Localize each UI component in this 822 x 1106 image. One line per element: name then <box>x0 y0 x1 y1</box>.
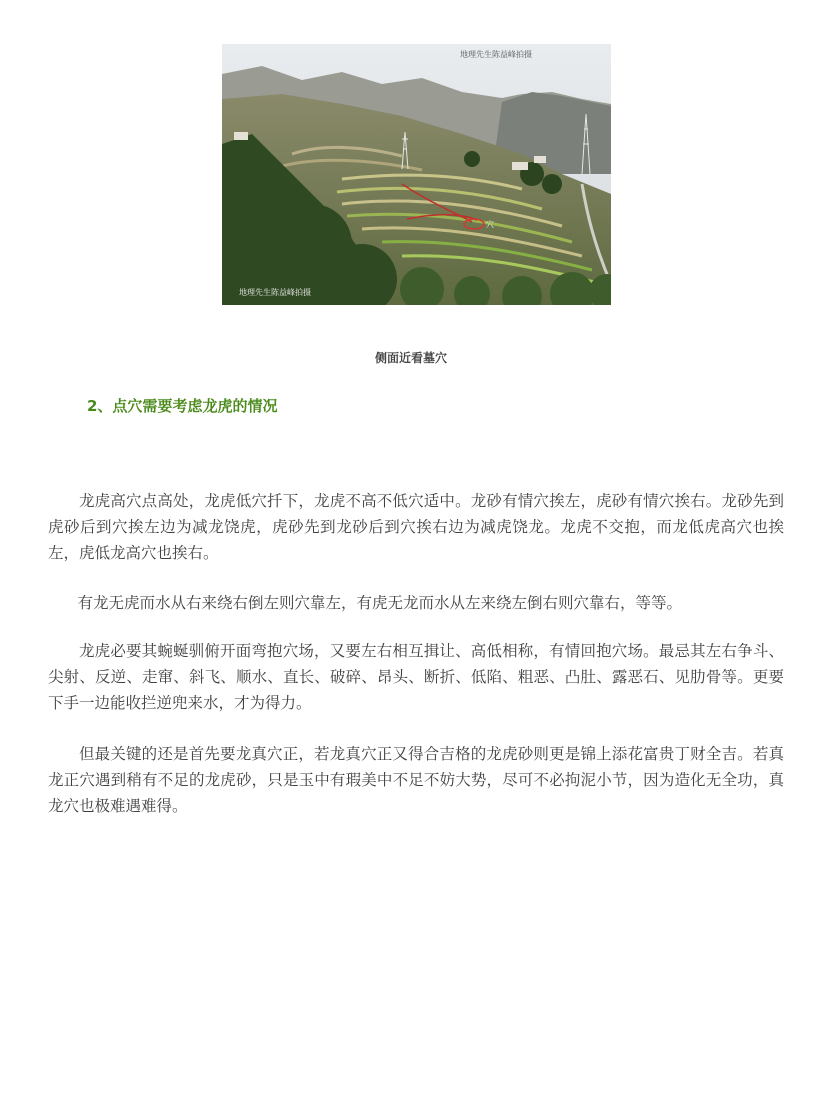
terraced-hillside-image <box>222 44 611 305</box>
image-caption: 侧面近看墓穴 <box>374 351 447 365</box>
paragraph-1: 龙虎高穴点高处，龙虎低穴扦下，龙虎不高不低穴适中。龙砂有情穴挨左，虎砂有情穴挨右。龙砂先到虎砂后到穴挨左边为减龙饶虎，虎砂先到龙砂后到穴挨右边为减虎饶龙。龙虎不交抱，而龙低虎高穴也挨左，虎低龙高穴也挨右。 <box>48 492 784 562</box>
tomb-marker-label: 穴 <box>486 220 494 229</box>
paragraph-3: 龙虎必要其蜿蜒驯俯开面弯抱穴场，又要左右相互揖让、高低相称，有情回抱穴场。最忌其左右争斗、尖射、反逆、走窜、斜飞、顺水、直长、破碎、昂头、断折、低陷、粗恶、凸肚、露恶石、见肋骨等。更要下手一边能收拦逆兜来水，才为得力。 <box>48 642 784 712</box>
watermark-bottom: 地理先生陈益峰拍摄 <box>239 288 311 297</box>
section-heading: 2、点穴需要考虑龙虎的情况 <box>87 397 278 415</box>
paragraph-4: 但最关键的还是首先要龙真穴正，若龙真穴正又得合吉格的龙虎砂则更是锦上添花富贵丁财全吉。若真龙正穴遇到稍有不足的龙虎砂，只是玉中有瑕美中不足不妨大势，尽可不必拘泥小节，因为造化无全功，真龙穴也极难遇难得。 <box>48 745 784 815</box>
watermark-top: 地理先生陈益峰拍摄 <box>460 50 532 59</box>
paragraph-2: 有龙无虎而水从右来绕右倒左则穴靠左，有虎无龙而水从左来绕左倒右则穴靠右，等等。 <box>77 594 682 612</box>
landscape-photo <box>222 44 611 305</box>
